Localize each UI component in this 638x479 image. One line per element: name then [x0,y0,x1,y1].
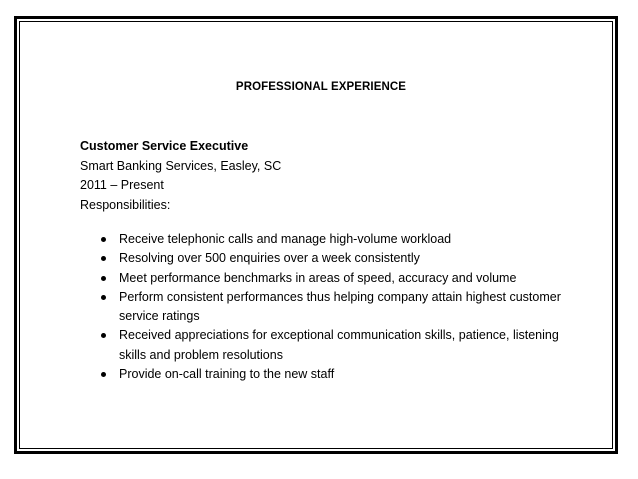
job-company: Smart Banking Services, Easley, SC [80,158,282,173]
job-dates: 2011 – Present [80,178,164,192]
list-item [96,288,576,327]
responsibilities-list [96,230,576,384]
list-item [96,365,576,384]
bullet-icon [101,372,106,377]
list-item-text: Receive telephonic calls and manage high-volume workload [119,232,452,246]
list-item-text: Perform consistent performances thus helping company attain highest customer service ratings [119,289,561,324]
job-entry [80,137,281,215]
job-title: Customer Service Executive [80,139,249,153]
list-item [96,249,576,268]
list-item-text: Resolving over 500 enquiries over a week consistently [119,251,420,266]
bullet-icon [101,295,106,300]
bullet-icon [101,276,106,281]
responsibilities-label: Responsibilities: [80,197,171,212]
list-item-text: Meet performance benchmarks in areas of speed, accuracy and volume [119,270,517,285]
list-item-text: Received appreciations for exceptional communication skills, patience, listening skills and problem resolutions [119,328,559,362]
section-heading: PROFESSIONAL EXPERIENCE [235,81,407,93]
list-item [96,326,576,365]
bullet-icon [101,256,106,261]
list-item [96,230,576,249]
list-item [96,269,576,288]
list-item-text: Provide on-call training to the new staff [119,367,335,382]
bullet-icon [101,333,106,338]
bullet-icon [101,237,106,242]
